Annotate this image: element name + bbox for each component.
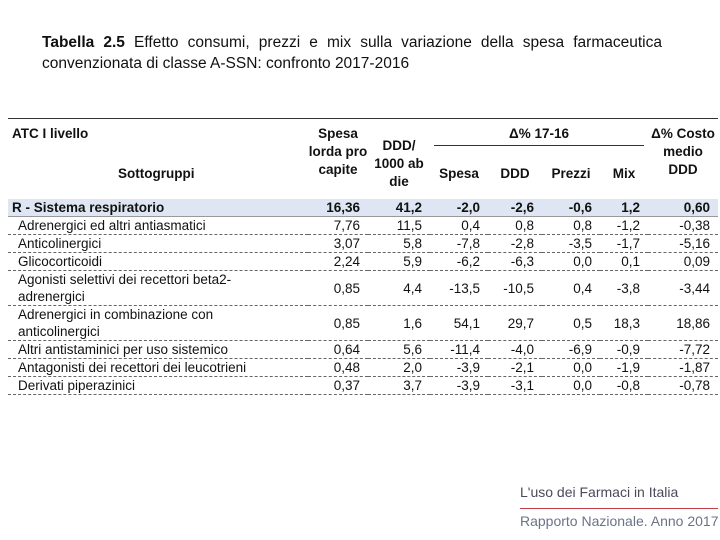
row-ddd-delta: 0,8 xyxy=(515,218,534,233)
row-mix: -1,9 xyxy=(616,360,640,375)
row-spesa-lorda: 0,85 xyxy=(333,315,360,331)
table-row xyxy=(8,253,718,271)
row-ddd-delta: -2,8 xyxy=(510,236,534,251)
row-ddd: 5,6 xyxy=(403,342,422,357)
row-label: Altri antistaminici per uso sistemico xyxy=(18,342,229,357)
row-prezzi: 0,4 xyxy=(573,280,592,296)
row-prezzi: 0,8 xyxy=(573,218,592,233)
row-mix: -3,8 xyxy=(616,280,640,296)
caption-text: Effetto consumi, prezzi e mix sulla variazione della spesa farmaceutica convenzionata di classe A-SSN: confronto 2017-2016 xyxy=(42,34,662,72)
row-spesa: -13,5 xyxy=(449,280,480,296)
row-prezzi: 0,0 xyxy=(573,378,592,393)
summary-costo: 0,60 xyxy=(648,199,718,217)
row-spesa-lorda: 0,48 xyxy=(333,360,360,375)
row-ddd: 5,9 xyxy=(403,254,422,269)
row-ddd: 3,7 xyxy=(403,378,422,393)
footer-title: L'uso dei Farmaci in Italia xyxy=(520,484,679,500)
row-mix: 0,1 xyxy=(621,254,640,269)
row-mix: 18,3 xyxy=(613,315,640,331)
row-label: Adrenergici in combinazione con anticolinergici xyxy=(18,307,214,339)
row-label: Antagonisti dei recettori dei leucotrieni xyxy=(18,360,247,375)
row-spesa: -11,4 xyxy=(450,342,480,357)
table-row xyxy=(8,341,718,359)
row-ddd: 11,5 xyxy=(396,218,422,233)
table-row xyxy=(8,271,718,306)
header-costo-medio: Δ% Costo medio DDD xyxy=(651,126,715,177)
row-costo: -7,72 xyxy=(679,342,710,357)
row-ddd-delta: 29,7 xyxy=(507,315,534,331)
footer-brand xyxy=(520,482,718,531)
row-ddd-delta: -3,1 xyxy=(510,378,534,393)
header-sottogruppi: Sottogruppi xyxy=(118,166,195,181)
table-row xyxy=(8,217,718,235)
header-delta-subcols xyxy=(430,165,648,182)
row-spesa-lorda: 2,24 xyxy=(333,254,360,269)
summary-spesa-lorda: 16,36 xyxy=(308,199,368,217)
row-spesa: -6,2 xyxy=(456,254,480,269)
header-delta-divider xyxy=(434,145,644,146)
header-ddd: DDD/ 1000 ab die xyxy=(374,138,424,189)
table-caption xyxy=(42,32,662,74)
data-table xyxy=(8,118,718,395)
row-spesa: -3,9 xyxy=(456,378,480,393)
row-label: Agonisti selettivi dei recettori beta2-adrenergici xyxy=(18,272,232,304)
caption-label: Tabella 2.5 xyxy=(42,34,125,51)
row-label: Glicocorticoidi xyxy=(18,254,103,269)
row-mix: -0,9 xyxy=(616,342,640,357)
row-costo: -1,87 xyxy=(679,360,710,375)
summary-mix: 1,2 xyxy=(600,199,648,217)
row-costo: 0,09 xyxy=(683,254,710,269)
row-costo: -5,16 xyxy=(679,236,710,251)
row-prezzi: -3,5 xyxy=(568,236,592,251)
row-costo: -3,44 xyxy=(679,280,710,296)
row-mix: -1,2 xyxy=(616,218,640,233)
row-spesa: 0,4 xyxy=(461,218,480,233)
header-prezzi: Prezzi xyxy=(551,166,591,181)
row-ddd-delta: -4,0 xyxy=(510,342,534,357)
header-spesa: Spesa xyxy=(439,166,479,181)
row-spesa-lorda: 7,76 xyxy=(333,218,360,233)
row-ddd: 4,4 xyxy=(403,280,422,296)
header-mix: Mix xyxy=(612,166,636,181)
row-prezzi: 0,0 xyxy=(573,360,592,375)
row-spesa-lorda: 3,07 xyxy=(333,236,360,251)
row-ddd-delta: -10,5 xyxy=(503,280,534,296)
row-costo: -0,78 xyxy=(679,378,710,393)
header-atc: ATC I livello xyxy=(12,126,89,141)
row-label: Derivati piperazinici xyxy=(18,378,136,393)
row-spesa-lorda: 0,64 xyxy=(333,342,360,357)
table-row xyxy=(8,306,718,341)
summary-row xyxy=(8,199,718,217)
row-mix: -1,7 xyxy=(616,236,640,251)
row-spesa: -7,8 xyxy=(456,236,480,251)
row-spesa: -3,9 xyxy=(456,360,480,375)
row-spesa-lorda: 0,85 xyxy=(333,280,360,296)
header-delta-group xyxy=(430,119,648,200)
row-costo: 18,86 xyxy=(676,315,710,331)
header-first-cell xyxy=(8,119,308,200)
header-spesa-lorda: Spesa lorda pro capite xyxy=(308,126,368,177)
row-prezzi: -6,9 xyxy=(568,342,592,357)
row-ddd-delta: -6,3 xyxy=(510,254,534,269)
row-costo: -0,38 xyxy=(679,218,710,233)
summary-ddd: 41,2 xyxy=(368,199,430,217)
footer-subtitle: Rapporto Nazionale. Anno 2017 xyxy=(520,508,718,531)
table-row xyxy=(8,377,718,395)
header-ddd-delta: DDD xyxy=(500,166,530,181)
row-spesa: 54,1 xyxy=(453,315,480,331)
row-mix: -0,8 xyxy=(616,378,640,393)
row-spesa-lorda: 0,37 xyxy=(333,378,360,393)
header-row xyxy=(8,119,718,200)
row-label: Anticolinergici xyxy=(18,236,102,251)
row-label: Adrenergici ed altri antiasmatici xyxy=(18,218,206,233)
summary-ddd-delta: -2,6 xyxy=(488,199,542,217)
row-prezzi: 0,5 xyxy=(573,315,592,331)
summary-label: R - Sistema respiratorio xyxy=(8,199,308,217)
summary-prezzi: -0,6 xyxy=(542,199,600,217)
row-ddd-delta: -2,1 xyxy=(510,360,534,375)
row-prezzi: 0,0 xyxy=(573,254,592,269)
row-ddd: 5,8 xyxy=(403,236,422,251)
table-row xyxy=(8,235,718,253)
table-row xyxy=(8,359,718,377)
row-ddd: 2,0 xyxy=(403,360,422,375)
summary-spesa: -2,0 xyxy=(430,199,488,217)
header-delta-title: Δ% 17-16 xyxy=(509,126,569,141)
row-ddd: 1,6 xyxy=(403,315,422,331)
